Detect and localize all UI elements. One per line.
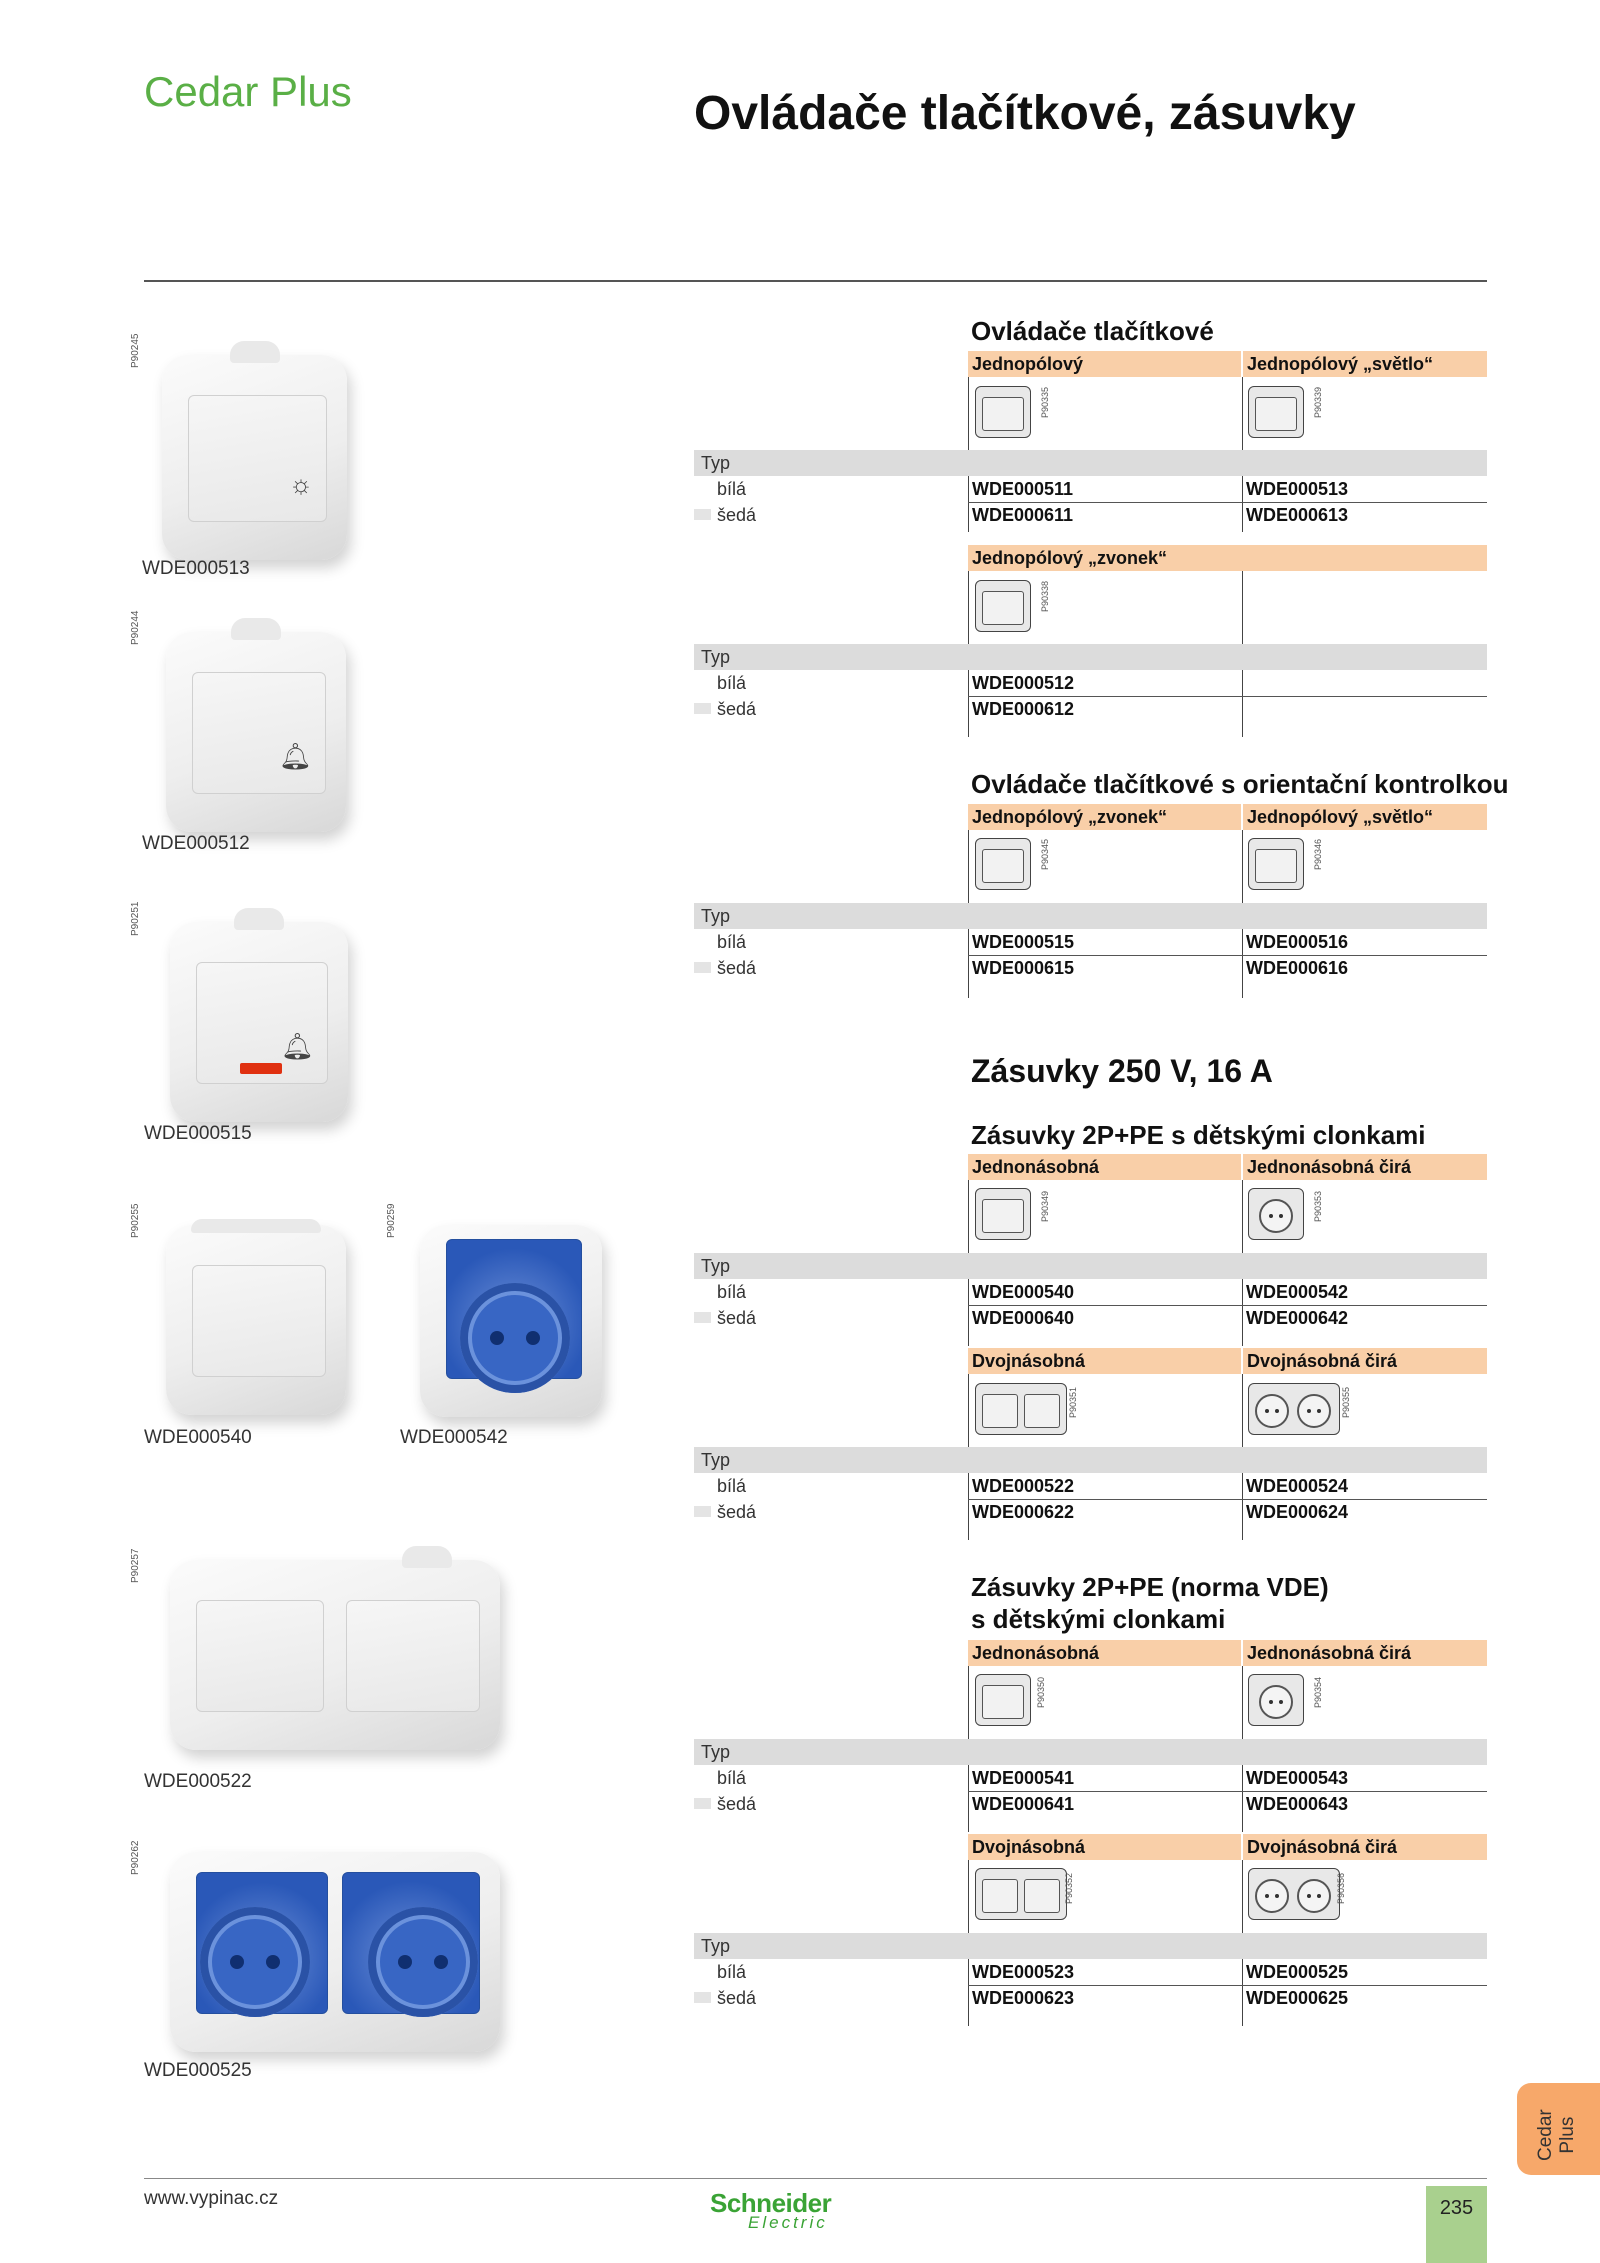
product-code: WDE000524 bbox=[1246, 1476, 1349, 1496]
column-header: Jednonásobná čirá bbox=[1243, 1154, 1487, 1180]
type-label: Typ bbox=[701, 1742, 731, 1762]
product-thumbnail bbox=[1248, 386, 1304, 438]
photo-id: P90259 bbox=[386, 1203, 397, 1238]
section-title: s dětskými clonkami bbox=[971, 1604, 1226, 1634]
product-photo-socket bbox=[166, 1225, 346, 1415]
column-header: Dvojnásobná bbox=[968, 1834, 1241, 1860]
product-code: WDE000511 bbox=[972, 479, 1074, 499]
column-header: Jednopólový „světlo“ bbox=[1243, 804, 1487, 830]
thumbnail-id: P90352 bbox=[1064, 1872, 1074, 1904]
brand-bottom: Electric bbox=[748, 2213, 828, 2232]
product-photo-switch-light bbox=[162, 355, 347, 560]
row-label-white: bílá bbox=[717, 673, 747, 693]
type-bar bbox=[694, 1447, 1487, 1473]
product-thumbnail bbox=[1248, 1383, 1340, 1435]
header-divider bbox=[144, 280, 1487, 282]
grey-swatch bbox=[694, 1312, 711, 1323]
thumbnail-id: P90351 bbox=[1068, 1386, 1078, 1418]
product-photo-double-socket-clear bbox=[170, 1852, 500, 2052]
row-label-grey: šedá bbox=[717, 1502, 757, 1522]
row-label-white: bílá bbox=[717, 1768, 747, 1788]
product-code: WDE000611 bbox=[972, 505, 1074, 525]
product-code: WDE000513 bbox=[1246, 479, 1349, 499]
thumbnail-id: P90356 bbox=[1336, 1872, 1346, 1904]
column-header: Jednopólový „zvonek“ bbox=[968, 804, 1241, 830]
photo-caption: WDE000525 bbox=[144, 2060, 252, 2081]
footer-url[interactable]: www.vypinac.cz bbox=[144, 2188, 279, 2209]
grey-swatch bbox=[694, 509, 711, 520]
section-title: Zásuvky 2P+PE (norma VDE) bbox=[971, 1572, 1329, 1602]
product-thumbnail bbox=[975, 1674, 1031, 1726]
product-code: WDE000523 bbox=[972, 1962, 1075, 1982]
column-header: Jednopólový „světlo“ bbox=[1243, 351, 1487, 377]
product-code: WDE000516 bbox=[1246, 932, 1349, 952]
product-code: WDE000543 bbox=[1246, 1768, 1349, 1788]
bell-icon: 🔔︎ bbox=[278, 741, 312, 771]
type-bar bbox=[694, 1253, 1487, 1279]
type-label: Typ bbox=[701, 1450, 731, 1470]
column-header: Dvojnásobná bbox=[968, 1348, 1241, 1374]
type-label: Typ bbox=[701, 906, 731, 926]
thumbnail-id: P90345 bbox=[1040, 838, 1050, 870]
product-thumbnail bbox=[1248, 1868, 1340, 1920]
photo-caption: WDE000515 bbox=[144, 1123, 252, 1144]
type-bar bbox=[694, 644, 1487, 670]
product-code: WDE000625 bbox=[1246, 1988, 1349, 2008]
thumbnail-id: P90338 bbox=[1040, 580, 1050, 612]
page-title: Ovládače tlačítkové, zásuvky bbox=[694, 87, 1356, 140]
section-title: Zásuvky 2P+PE s dětskými clonkami bbox=[971, 1120, 1426, 1150]
photo-caption: WDE000513 bbox=[142, 558, 250, 579]
product-thumbnail bbox=[975, 1383, 1067, 1435]
row-label-white: bílá bbox=[717, 1962, 747, 1982]
row-label-grey: šedá bbox=[717, 505, 757, 525]
product-photo-double-socket bbox=[170, 1560, 500, 1750]
row-label-white: bílá bbox=[717, 1282, 747, 1302]
product-thumbnail bbox=[975, 386, 1031, 438]
product-code: WDE000641 bbox=[972, 1794, 1075, 1814]
chapter-tab[interactable] bbox=[1517, 2083, 1600, 2175]
brand-top: Schneider bbox=[710, 2188, 832, 2218]
chapter-tab-label: Cedar Plus bbox=[1535, 2109, 1578, 2161]
product-thumbnail bbox=[975, 580, 1031, 632]
product-code: WDE000525 bbox=[1246, 1962, 1349, 1982]
product-code: WDE000522 bbox=[972, 1476, 1075, 1496]
indicator-lamp bbox=[240, 1063, 282, 1074]
product-thumbnail bbox=[975, 1868, 1067, 1920]
photo-id: P90244 bbox=[130, 610, 141, 645]
row-label-grey: šedá bbox=[717, 958, 757, 978]
column-header: Jednonásobná bbox=[968, 1154, 1241, 1180]
product-code: WDE000624 bbox=[1246, 1502, 1349, 1522]
photo-id: P90257 bbox=[130, 1548, 141, 1583]
section-title: Ovládače tlačítkové s orientační kontrolkou bbox=[971, 769, 1509, 799]
grey-swatch bbox=[694, 703, 711, 714]
grey-swatch bbox=[694, 1506, 711, 1517]
row-label-grey: šedá bbox=[717, 1988, 757, 2008]
thumbnail-id: P90335 bbox=[1040, 386, 1050, 418]
photo-caption: WDE000512 bbox=[142, 833, 250, 854]
thumbnail-id: P90350 bbox=[1036, 1676, 1046, 1708]
product-code: WDE000540 bbox=[972, 1282, 1075, 1302]
row-label-white: bílá bbox=[717, 1476, 747, 1496]
photo-caption: WDE000542 bbox=[400, 1427, 508, 1448]
type-bar bbox=[694, 1933, 1487, 1959]
thumbnail-id: P90339 bbox=[1313, 386, 1323, 418]
product-photo-switch-bell-indicator bbox=[170, 922, 348, 1122]
column-header: Dvojnásobná čirá bbox=[1243, 1348, 1487, 1374]
type-bar bbox=[694, 450, 1487, 476]
column-header: Jednopólový bbox=[968, 351, 1241, 377]
product-thumbnail bbox=[1248, 1188, 1304, 1240]
row-label-grey: šedá bbox=[717, 699, 757, 719]
grey-swatch bbox=[694, 962, 711, 973]
row-label-white: bílá bbox=[717, 479, 747, 499]
product-code: WDE000640 bbox=[972, 1308, 1075, 1328]
product-code: WDE000623 bbox=[972, 1988, 1075, 2008]
type-label: Typ bbox=[701, 1936, 731, 1956]
thumbnail-id: P90353 bbox=[1313, 1190, 1323, 1222]
photo-caption: WDE000522 bbox=[144, 1771, 252, 1792]
product-code: WDE000541 bbox=[972, 1768, 1075, 1788]
photo-id: P90255 bbox=[130, 1203, 141, 1238]
product-code: WDE000642 bbox=[1246, 1308, 1349, 1328]
photo-id: P90245 bbox=[130, 333, 141, 368]
column-header: Dvojnásobná čirá bbox=[1243, 1834, 1487, 1860]
section-title: Ovládače tlačítkové bbox=[971, 316, 1214, 346]
row-label-white: bílá bbox=[717, 932, 747, 952]
row-label-grey: šedá bbox=[717, 1308, 757, 1328]
row-label-grey: šedá bbox=[717, 1794, 757, 1814]
photo-id: P90251 bbox=[130, 901, 141, 936]
product-code: WDE000613 bbox=[1246, 505, 1349, 525]
thumbnail-id: P90349 bbox=[1040, 1190, 1050, 1222]
product-thumbnail bbox=[1248, 838, 1304, 890]
bell-icon: 🔔︎ bbox=[280, 1031, 314, 1061]
product-thumbnail bbox=[975, 1188, 1031, 1240]
column-header: Jednonásobná čirá bbox=[1243, 1640, 1487, 1666]
product-code: WDE000612 bbox=[972, 699, 1075, 719]
product-thumbnail bbox=[1248, 1674, 1304, 1726]
column-header: Jednopólový „zvonek“ bbox=[968, 545, 1487, 571]
thumbnail-id: P90346 bbox=[1313, 838, 1323, 870]
product-thumbnail bbox=[975, 838, 1031, 890]
product-code: WDE000512 bbox=[972, 673, 1075, 693]
photo-caption: WDE000540 bbox=[144, 1427, 252, 1448]
schneider-logo bbox=[710, 2188, 860, 2233]
thumbnail-id: P90355 bbox=[1341, 1386, 1351, 1418]
column-header: Jednonásobná bbox=[968, 1640, 1241, 1666]
type-bar bbox=[694, 1739, 1487, 1765]
thumbnail-id: P90354 bbox=[1313, 1676, 1323, 1708]
photo-id: P90262 bbox=[130, 1840, 141, 1875]
product-code: WDE000515 bbox=[972, 932, 1075, 952]
page-number: 235 bbox=[1439, 2197, 1474, 2219]
product-code: WDE000542 bbox=[1246, 1282, 1349, 1302]
grey-swatch bbox=[694, 1798, 711, 1809]
product-code: WDE000622 bbox=[972, 1502, 1075, 1522]
light-symbol-icon: ☼ bbox=[289, 469, 313, 499]
product-photo-switch-bell bbox=[166, 632, 346, 832]
type-bar bbox=[694, 903, 1487, 929]
product-code: WDE000616 bbox=[1246, 958, 1349, 978]
footer-divider bbox=[144, 2178, 1487, 2179]
series-title: Cedar Plus bbox=[144, 68, 352, 115]
grey-swatch bbox=[694, 1992, 711, 2003]
product-code: WDE000643 bbox=[1246, 1794, 1349, 1814]
product-photo-socket-clear bbox=[420, 1225, 602, 1417]
type-label: Typ bbox=[701, 647, 731, 667]
type-label: Typ bbox=[701, 453, 731, 473]
type-label: Typ bbox=[701, 1256, 731, 1276]
product-code: WDE000615 bbox=[972, 958, 1075, 978]
section-title: Zásuvky 250 V, 16 A bbox=[971, 1053, 1273, 1089]
